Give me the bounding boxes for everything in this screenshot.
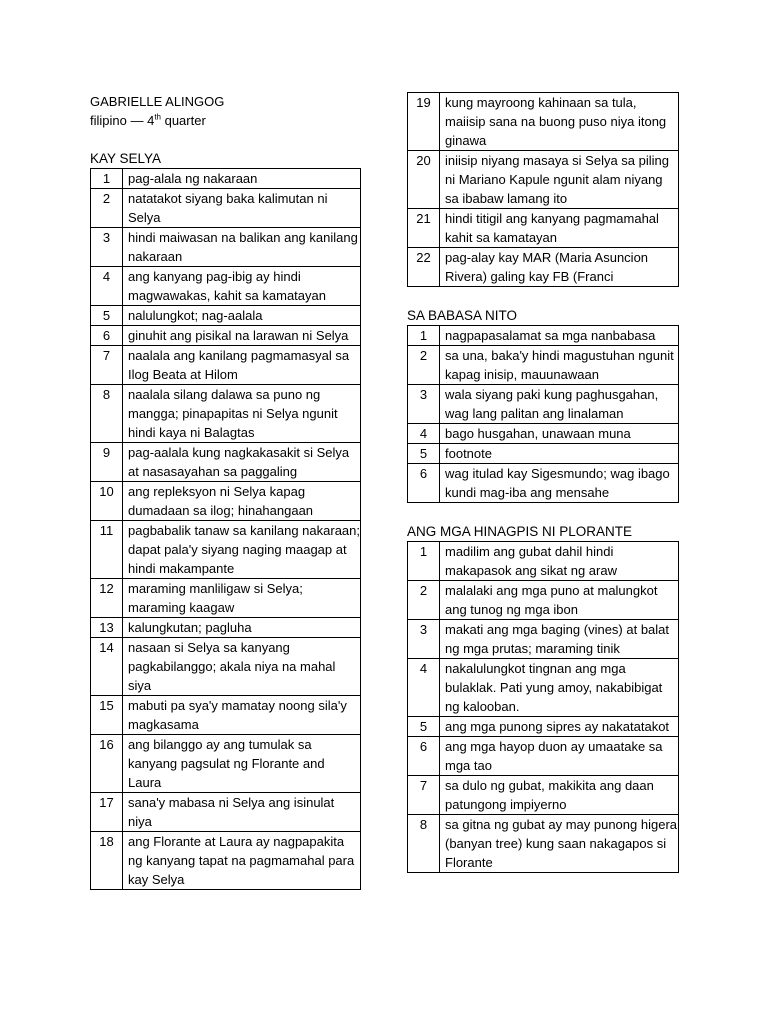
row-number: 18	[91, 832, 123, 890]
table-row	[408, 209, 679, 248]
table-row	[408, 444, 679, 464]
table-row	[408, 326, 679, 346]
row-number: 16	[91, 735, 123, 793]
row-number: 19	[408, 93, 440, 151]
row-number: 5	[408, 444, 440, 464]
table-row	[91, 482, 361, 521]
row-number: 7	[91, 346, 123, 385]
row-number: 11	[91, 521, 123, 579]
table-row	[408, 581, 679, 620]
table-row	[408, 464, 679, 503]
row-text: hindi titigil ang kanyang pagmamahal kahit sa kamatayan	[440, 209, 679, 248]
row-text: pag-aalala kung nagkakasakit si Selya at nasasayahan sa paggaling	[123, 443, 361, 482]
section-title-kay-selya: KAY SELYA	[90, 151, 162, 166]
row-number: 5	[408, 717, 440, 737]
row-text: ginuhit ang pisikal na larawan ni Selya	[123, 326, 361, 346]
row-text: maraming manliligaw si Selya; maraming kaagaw	[123, 579, 361, 618]
table-row	[408, 424, 679, 444]
row-number: 3	[408, 385, 440, 424]
row-text: sa gitna ng gubat ay may punong higera (banyan tree) kung saan nakagapos si Florante	[440, 815, 679, 873]
table-row	[91, 443, 361, 482]
table-row	[408, 717, 679, 737]
row-text: naalala ang kanilang pagmamasyal sa Ilog Beata at Hilom	[123, 346, 361, 385]
row-number: 7	[408, 776, 440, 815]
row-text: ang kanyang pag-ibig ay hindi magwawakas, kahit sa kamatayan	[123, 267, 361, 306]
row-number: 14	[91, 638, 123, 696]
row-number: 6	[408, 464, 440, 503]
subject-line	[90, 111, 361, 130]
row-text: nakalulungkot tingnan ang mga bulaklak. Pati yung amoy, nakabibigat ng kalooban.	[440, 659, 679, 717]
row-number: 2	[408, 346, 440, 385]
row-text: sana'y mabasa ni Selya ang isinulat niya	[123, 793, 361, 832]
row-text: nagpapasalamat sa mga nanbabasa	[440, 326, 679, 346]
table-row	[408, 93, 679, 151]
row-text: naalala silang dalawa sa puno ng mangga; pinapapitas ni Selya ngunit hindi kaya ni Balagtas	[123, 385, 361, 443]
table-row	[408, 620, 679, 659]
row-number: 9	[91, 443, 123, 482]
row-text: sa una, baka'y hindi magustuhan ngunit kapag inisip, mauunawaan	[440, 346, 679, 385]
row-number: 5	[91, 306, 123, 326]
table-row	[91, 832, 361, 890]
row-text: bago husgahan, unawaan muna	[440, 424, 679, 444]
row-number: 4	[408, 659, 440, 717]
row-number: 17	[91, 793, 123, 832]
subject-text: filipino — 4	[90, 113, 155, 128]
table-row	[91, 169, 361, 189]
table-row	[408, 776, 679, 815]
table-row	[91, 385, 361, 443]
row-number: 2	[408, 581, 440, 620]
author-name: GABRIELLE ALINGOG	[90, 94, 225, 109]
row-number: 13	[91, 618, 123, 638]
row-number: 2	[91, 189, 123, 228]
row-text: iniisip niyang masaya si Selya sa piling ni Mariano Kapule ngunit alam niyang sa ibabaw lamang ito	[440, 151, 679, 209]
row-text: ang mga hayop duon ay umaatake sa mga tao	[440, 737, 679, 776]
table-row	[91, 228, 361, 267]
row-text: pagbabalik tanaw sa kanilang nakaraan; dapat pala'y siyang naging maagap at hindi makampante	[123, 521, 361, 579]
row-text: pag-alala ng nakaraan	[123, 169, 361, 189]
row-text: kalungkutan; pagluha	[123, 618, 361, 638]
row-text: hindi maiwasan na balikan ang kanilang nakaraan	[123, 228, 361, 267]
row-number: 3	[91, 228, 123, 267]
row-text: mabuti pa sya'y mamatay noong sila'y magkasama	[123, 696, 361, 735]
table-row	[91, 521, 361, 579]
table-row	[91, 189, 361, 228]
right-column	[407, 92, 679, 873]
table-row	[91, 638, 361, 696]
table-row	[91, 735, 361, 793]
row-text: nasaan si Selya sa kanyang pagkabilanggo; akala niya na mahal siya	[123, 638, 361, 696]
table-row	[408, 542, 679, 581]
table-row	[91, 579, 361, 618]
table-row	[408, 151, 679, 209]
section-title-hinagpis: ANG MGA HINAGPIS NI PLORANTE	[407, 524, 633, 539]
row-number: 6	[408, 737, 440, 776]
table-sa-babasa-nito	[407, 325, 679, 503]
table-row	[408, 659, 679, 717]
table-row	[91, 793, 361, 832]
table-row	[408, 248, 679, 287]
row-number: 20	[408, 151, 440, 209]
row-text: madilim ang gubat dahil hindi makapasok ang sikat ng araw	[440, 542, 679, 581]
row-text: ang mga punong sipres ay nakatatakot	[440, 717, 679, 737]
row-text: ang repleksyon ni Selya kapag dumadaan sa ilog; hinahangaan	[123, 482, 361, 521]
row-number: 1	[408, 542, 440, 581]
row-text: makati ang mga baging (vines) at balat ng mga prutas; maraming tinik	[440, 620, 679, 659]
row-text: ang bilanggo ay ang tumulak sa kanyang pagsulat ng Florante and Laura	[123, 735, 361, 793]
left-column	[90, 92, 361, 890]
row-number: 1	[91, 169, 123, 189]
table-row	[408, 737, 679, 776]
table-row	[91, 696, 361, 735]
row-number: 8	[91, 385, 123, 443]
row-text: natatakot siyang baka kalimutan ni Selya	[123, 189, 361, 228]
table-row	[408, 815, 679, 873]
table-row	[91, 267, 361, 306]
row-text: nalulungkot; nag-aalala	[123, 306, 361, 326]
row-number: 6	[91, 326, 123, 346]
table-row	[408, 385, 679, 424]
row-text: wag itulad kay Sigesmundo; wag ibago kundi mag-iba ang mensahe	[440, 464, 679, 503]
table-row	[91, 326, 361, 346]
table-kay-selya	[90, 168, 361, 890]
section-title-sa-babasa-nito: SA BABASA NITO	[407, 308, 518, 323]
row-number: 1	[408, 326, 440, 346]
row-number: 21	[408, 209, 440, 248]
row-text: pag-alay kay MAR (Maria Asuncion Rivera) galing kay FB (Franci	[440, 248, 679, 287]
table-kay-selya-continued	[407, 92, 679, 287]
subject-rest: quarter	[160, 113, 206, 128]
row-text: kung mayroong kahinaan sa tula, maiisip sana na buong puso niya itong ginawa	[440, 93, 679, 151]
row-number: 8	[408, 815, 440, 873]
subject-superscript: th	[154, 112, 161, 122]
row-number: 4	[408, 424, 440, 444]
row-number: 12	[91, 579, 123, 618]
table-row	[408, 346, 679, 385]
table-row	[91, 618, 361, 638]
row-text: ang Florante at Laura ay nagpapakita ng kanyang tapat na pagmamahal para kay Selya	[123, 832, 361, 890]
row-number: 22	[408, 248, 440, 287]
row-text: footnote	[440, 444, 679, 464]
table-row	[91, 306, 361, 326]
row-number: 3	[408, 620, 440, 659]
row-number: 15	[91, 696, 123, 735]
row-text: sa dulo ng gubat, makikita ang daan patungong impiyerno	[440, 776, 679, 815]
table-row	[91, 346, 361, 385]
row-text: wala siyang paki kung paghusgahan, wag lang palitan ang linalaman	[440, 385, 679, 424]
row-number: 4	[91, 267, 123, 306]
row-number: 10	[91, 482, 123, 521]
table-hinagpis	[407, 541, 679, 873]
row-text: malalaki ang mga puno at malungkot ang tunog ng mga ibon	[440, 581, 679, 620]
